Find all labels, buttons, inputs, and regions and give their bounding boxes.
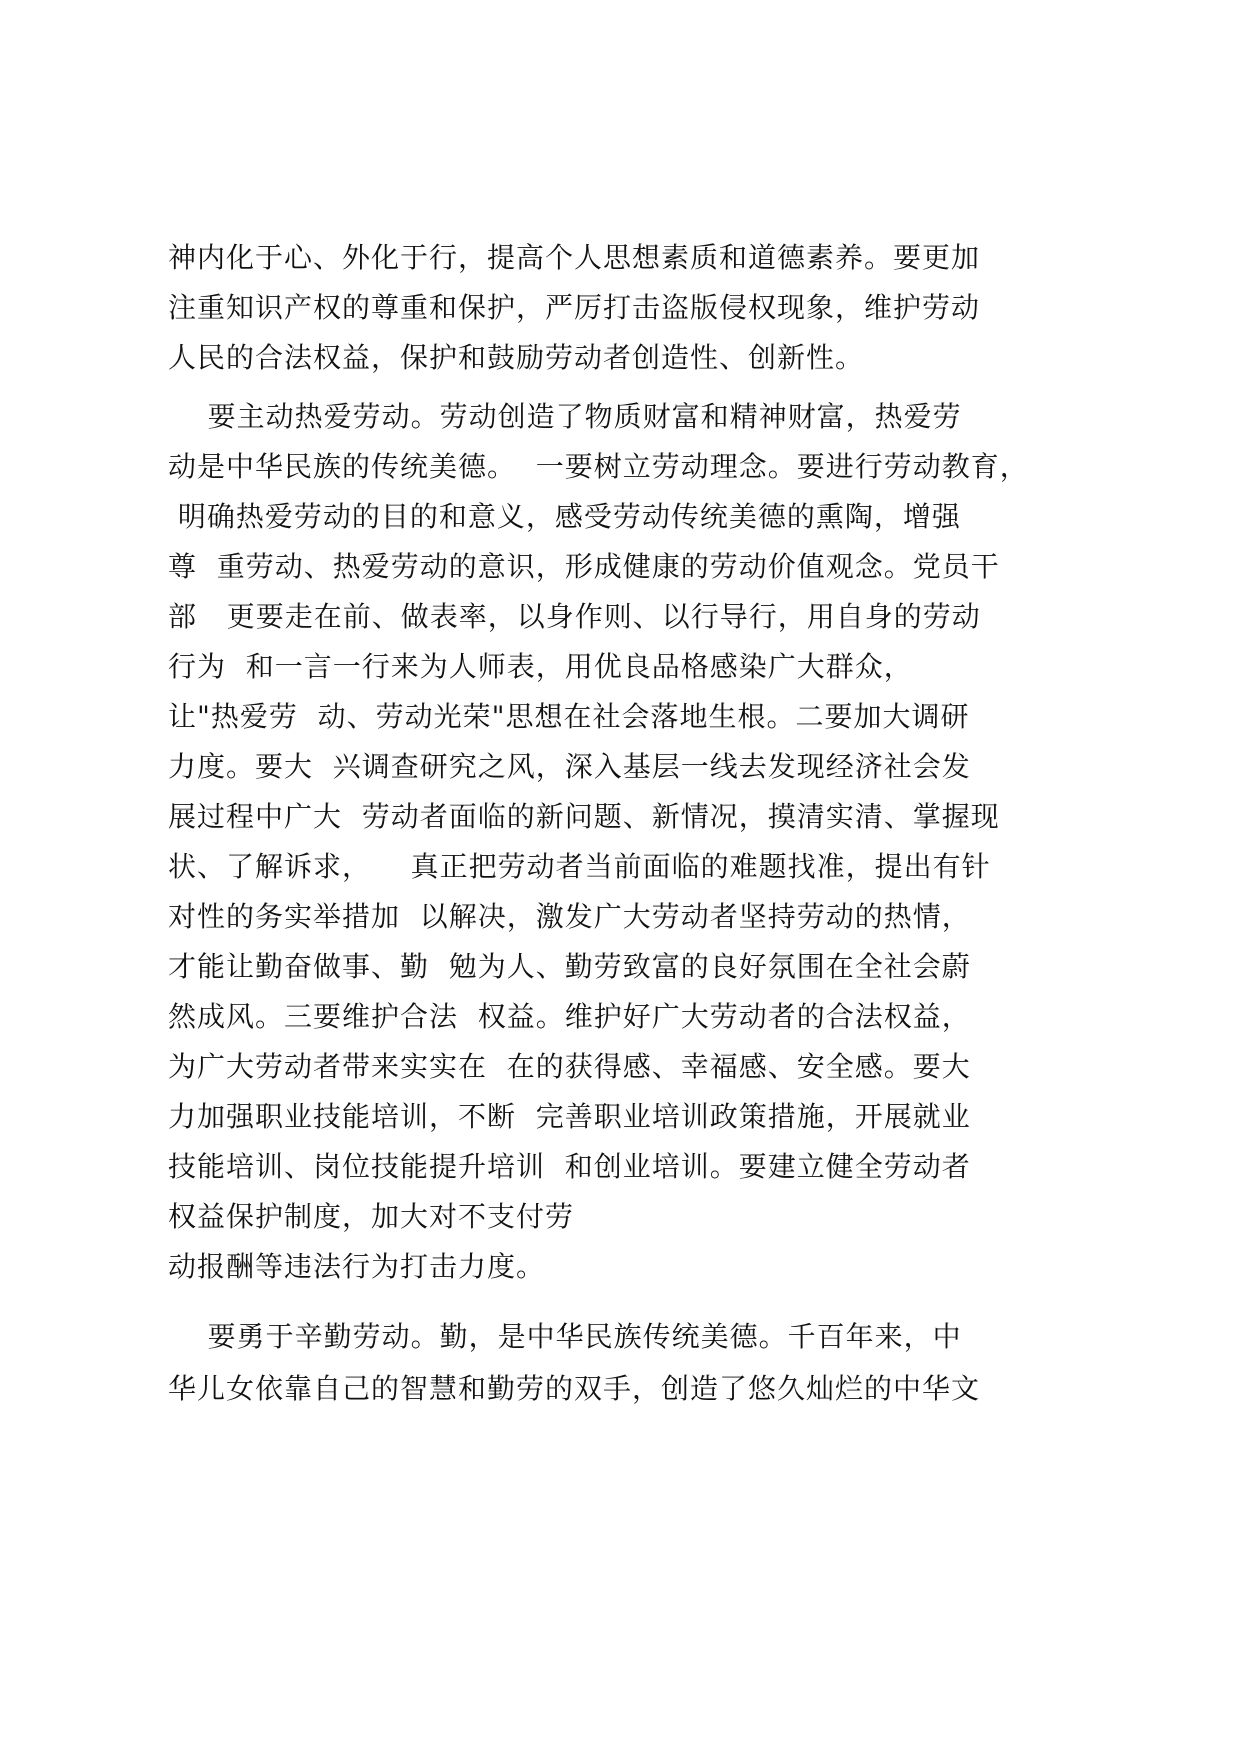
paragraph-1: [168, 233, 1088, 383]
text-line: 展过程中广大 劳动者面临的新问题、新情况，摸清实清、掌握现: [168, 800, 1000, 833]
text-line: 力度。要大 兴调查研究之风，深入基层一线去发现经济社会发: [168, 750, 971, 783]
text-line: 神内化于心、外化于行，提高个人思想素质和道德素养。要更加: [168, 241, 981, 274]
text-line: 明确热爱劳动的目的和意义，感受劳动传统美德的熏陶，增强: [168, 500, 961, 533]
text-line: 技能培训、岗位技能提升培训 和创业培训。要建立健全劳动者: [168, 1150, 971, 1183]
text-line: 华儿女依靠自己的智慧和勤劳的双手，创造了悠久灿烂的中华文: [168, 1372, 981, 1405]
text-line: 尊 重劳动、热爱劳动的意识，形成健康的劳动价值观念。党员干: [168, 550, 1000, 583]
text-line: 才能让勤奋做事、勤 勉为人、勤劳致富的良好氛围在全社会蔚: [168, 950, 971, 983]
text-line: 动报酬等违法行为打击力度。: [168, 1250, 546, 1283]
text-line: 动是中华民族的传统美德。 一要树立劳动理念。要进行劳动教育，: [168, 450, 1029, 483]
text-line: 人民的合法权益，保护和鼓励劳动者创造性、创新性。: [168, 341, 865, 374]
text-line: 要勇于辛勤劳动。勤，是中华民族传统美德。千百年来，中: [168, 1320, 962, 1353]
text-line: 注重知识产权的尊重和保护，严厉打击盗版侵权现象，维护劳动: [168, 291, 981, 324]
text-line: 状、了解诉求， 真正把劳动者当前面临的难题找准，提出有针: [168, 850, 991, 883]
text-line: 要主动热爱劳动。劳动创造了物质财富和精神财富，热爱劳: [168, 400, 962, 433]
text-line: 为广大劳动者带来实实在 在的获得感、幸福感、安全感。要大: [168, 1050, 971, 1083]
text-line: 然成风。三要维护合法 权益。维护好广大劳动者的合法权益，: [168, 1000, 971, 1033]
text-line: 权益保护制度，加大对不支付劳: [168, 1200, 575, 1233]
text-line: 力加强职业技能培训，不断 完善职业培训政策措施，开展就业: [168, 1100, 971, 1133]
text-line: 让"热爱劳 动、劳动光荣"思想在社会落地生根。二要加大调研: [168, 700, 970, 733]
paragraph-2: [168, 392, 1088, 1292]
text-line: 行为 和一言一行来为人师表，用优良品格感染广大群众，: [168, 650, 913, 683]
text-line: 部 更要走在前、做表率，以身作则、以行导行，用自身的劳动: [168, 600, 981, 633]
text-line: 对性的务实举措加 以解决，激发广大劳动者坚持劳动的热情，: [168, 900, 971, 933]
paragraph-3: [168, 1311, 1088, 1415]
